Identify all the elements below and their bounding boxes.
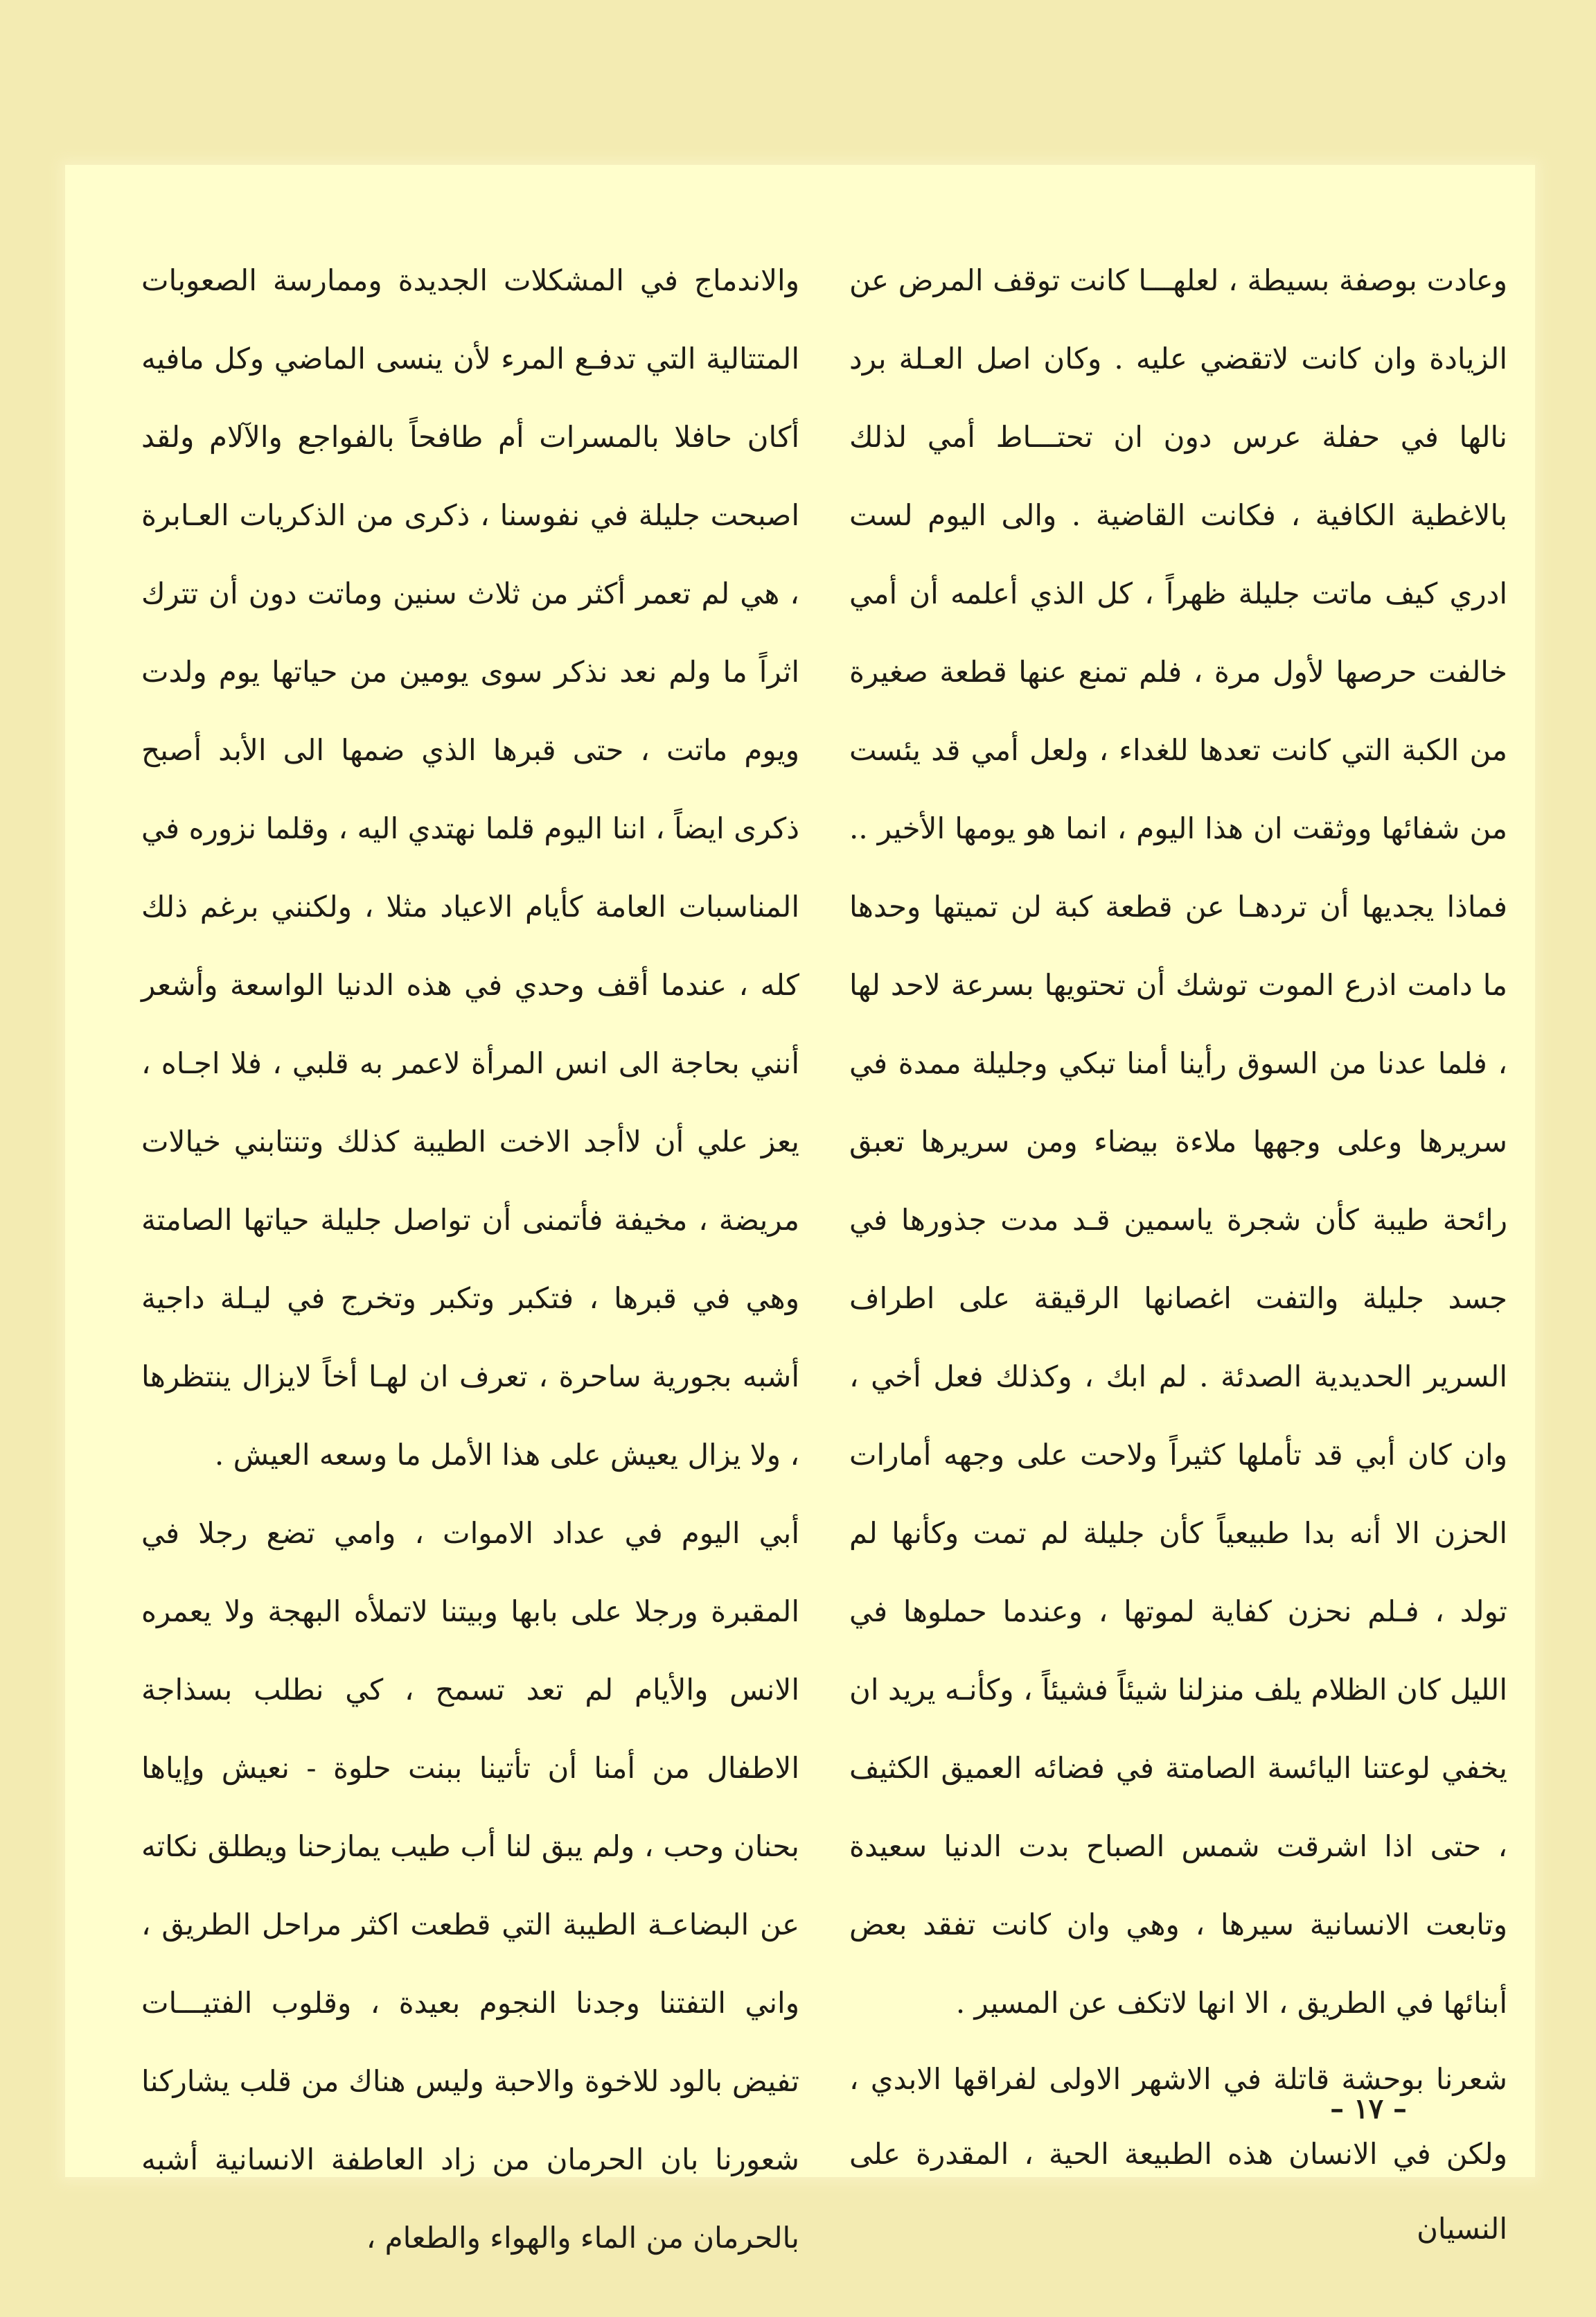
left-text-column (141, 241, 799, 2277)
left-column-paragraph-2: أبي اليوم في عداد الاموات ، وامي تضع رجلا في المقبرة ورجلا على بابها وبيتنا لاتملأه البهجة ولا يعمره الانس والأيام لم تعد تسمح ، كي نطلب بسذاجة الاطفال من أمنا أن تأتينا ببنت حلوة - نعيش وإياها بحنان وحب ، ولم يبق لنا أب طيب يمازحنا ويطلق نكاته عن البضاعـة الطيبة التي قطعت اكثر مراحل الطريق ، واني التفتنا وجدنا النجوم بعيدة ، وقلوب الفتيـــات تفيض بالود للاخوة والاحبة وليس هناك من قلب يشاركنا شعورنا بان الحرمان من زاد العاطفة الانسانية أشبه بالحرمان من الماء والهواء والطعام ، (141, 1516, 799, 2255)
right-column-paragraph-2: شعرنا بوحشة قاتلة في الاشهر الاولى لفراقها الابدي ، ولكن في الانسان هذه الطبيعة الحية ، المقدرة على النسيان (849, 2062, 1507, 2246)
page-number: – ١٧ – (1330, 2093, 1407, 2125)
right-column-paragraph-1: وعادت بوصفة بسيطة ، لعلهـــا كانت توقف المرض عن الزيادة وان كانت لاتقضي عليه . وكان اصل العـلة برد نالها في حفلة عرس دون ان تحتـــاط أمي لذلك بالاغطية الكافية ، فكانت القاضية . والى اليوم لست ادري كيف ماتت جليلة ظهراً ، كل الذي أعلمه أن أمي خالفت حرصها لأول مرة ، فلم تمنع عنها قطعة صغيرة من الكبة التي كانت تعدها للغداء ، ولعل أمي قد يئست من شفائها ووثقت ان هذا اليوم ، انما هو يومها الأخير .. فماذا يجديها أن تردهـا عن قطعة كبة لن تميتها وحدها ما دامت اذرع الموت توشك أن تحتويها بسرعة لاحد لها ، فلما عدنا من السوق رأينا أمنا تبكي وجليلة ممدة في سريرها وعلى وجهها ملاءة بيضاء ومن سريرها تعبق رائحة طيبة كأن شجرة ياسمين قـد مدت جذورها في جسد جليلة والتفت اغصانها الرقيقة على اطراف السرير الحديدية الصدئة . لم ابك ، وكذلك فعل أخي ، وان كان أبي قد تأملها كثيراً ولاحت على وجهه أمارات الحزن الا أنه بدا طبيعياً كأن جليلة لم تمت وكأنها لم تولد ، فـلم نحزن كفاية لموتها ، وعندما حملوها في الليل كان الظلام يلف منزلنا شيئاً فشيئاً ، وكأنـه يريد ان يخفي لوعتنا اليائسة الصامتة في فضائه العميق الكثيف ، حتى اذا اشرقت شمس الصباح بدت الدنيا سعيدة وتابعت الانسانية سيرها ، وهي وان كانت تفقد بعض أبنائها في الطريق ، الا انها لاتكف عن المسير . (849, 263, 1508, 2020)
document-page (65, 165, 1535, 2255)
left-column-paragraph-1: والاندماج في المشكلات الجديدة وممارسة الصعوبات المتتالية التي تدفـع المرء لأن ينسى الماضي وكل مافيه أكان حافلا بالمسرات أم طافحاً بالفواجع والآلام ولقد اصبحت جليلة في نفوسنا ، ذكرى من الذكريات العـابرة ، هي لم تعمر أكثر من ثلاث سنين وماتت دون أن تترك اثراً ما ولم نعد نذكر سوى يومين من حياتها يوم ولدت ويوم ماتت ، حتى قبرها الذي ضمها الى الأبد أصبح ذكرى ايضاً ، اننا اليوم قلما نهتدي اليه ، وقلما نزوره في المناسبات العامة كأيام الاعياد مثلا ، ولكنني برغم ذلك كله ، عندما أقف وحدي في هذه الدنيا الواسعة وأشعر أنني بحاجة الى انس المرأة لاعمر به قلبي ، فلا اجـاه ، يعز علي أن لاأجد الاخت الطيبة كذلك وتنتابني خيالات مريضة ، مخيفة فأتمنى أن تواصل جليلة حياتها الصامتة وهي في قبرها ، فتكبر وتكبر وتخرج في ليـلة داجية أشبه بجورية ساحرة ، تعرف ان لهـا أخاً لايزال ينتظرها ، ولا يزال يعيش على هذا الأمل ما وسعه العيش . (141, 263, 799, 1472)
right-text-column (849, 241, 1507, 2266)
